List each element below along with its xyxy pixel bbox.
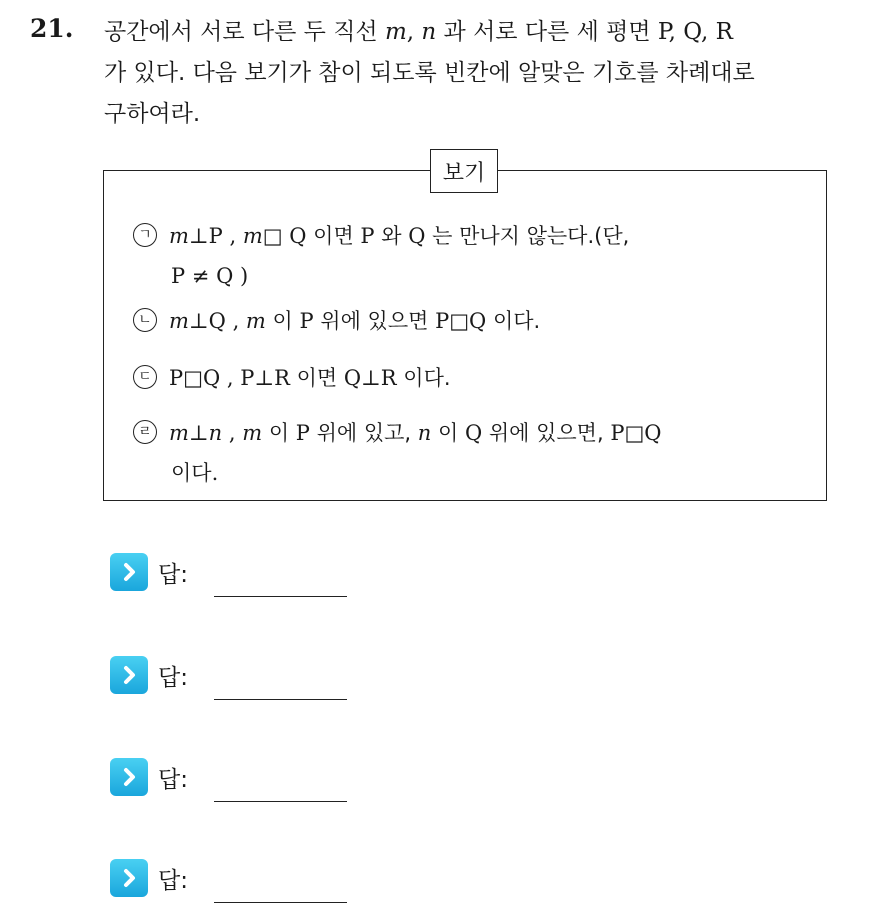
item-text-segment: ⊥Q ,	[188, 309, 246, 333]
item-text-segment: 위에 있고,	[316, 421, 418, 445]
item-text-segment: 위에 있으면	[320, 309, 436, 333]
item-text-segment: 이면	[296, 366, 344, 390]
item-text-segment: 이면	[313, 224, 361, 248]
item-text-segment: 이	[262, 421, 296, 445]
item-text-segment: m	[242, 224, 263, 248]
item-text-segment: m	[169, 421, 189, 445]
question-text-segment: 공간에서 서로 다른 두 직선	[104, 19, 385, 45]
plane-names: P, Q, R	[657, 19, 733, 45]
question-text	[104, 12, 864, 135]
answer-label: 답:	[158, 561, 188, 588]
item-text-segment: Q⊥R	[343, 366, 404, 390]
comma: ,	[406, 19, 422, 45]
item-text-segment: □ Q	[262, 224, 314, 248]
question-text-segment: 과 서로 다른 세 평면	[436, 19, 658, 45]
answer-blank[interactable]	[214, 596, 347, 597]
question-line-2: 가 있다. 다음 보기가 참이 되도록 빈칸에 알맞은 기호를 차례대로	[104, 60, 755, 86]
chevron-right-icon	[110, 553, 148, 591]
item-text-segment: Q	[464, 421, 489, 445]
item-marker: ㄴ	[133, 308, 157, 332]
answer-row	[110, 655, 188, 695]
variable-n: n	[421, 19, 437, 45]
item-text-segment: ⊥	[188, 421, 209, 445]
item-text-segment: 이	[431, 421, 465, 445]
question-number: 21.	[30, 14, 74, 43]
item-text-segment: 이다.	[403, 366, 451, 390]
item-text-segment: P	[299, 309, 321, 333]
item-text-segment: 는 만나지 않는다.(단,	[432, 224, 630, 248]
item-text-segment: P	[295, 421, 317, 445]
answer-blank[interactable]	[214, 801, 347, 802]
question-line-1	[104, 12, 864, 53]
answer-label: 답:	[158, 867, 188, 894]
item-marker: ㄱ	[133, 223, 157, 247]
example-item	[133, 413, 662, 493]
example-item	[133, 301, 540, 341]
item-text-segment: 이	[265, 309, 300, 333]
chevron-right-icon	[110, 758, 148, 796]
example-item	[133, 358, 451, 398]
item-marker: ㄹ	[133, 420, 157, 444]
item-text-segment: m	[169, 224, 189, 248]
item-text-segment: 위에 있으면,	[488, 421, 611, 445]
item-text-segment: ⊥P ,	[188, 224, 243, 248]
item-text-segment: n	[208, 421, 223, 445]
item-text-segment: m	[242, 421, 263, 445]
item-text-segment: 이다.	[492, 309, 541, 333]
item-text-segment: P	[360, 224, 382, 248]
item-text-segment: m	[169, 309, 189, 333]
chevron-right-icon	[110, 859, 148, 897]
item-continuation: P ≠ Q )	[171, 264, 249, 288]
example-item	[133, 216, 629, 296]
item-marker: ㄷ	[133, 365, 157, 389]
example-box-title: 보기	[430, 149, 498, 193]
answer-row	[110, 757, 188, 797]
item-continuation: 이다.	[171, 461, 219, 485]
item-text-segment: n	[417, 421, 432, 445]
answer-row	[110, 552, 188, 592]
answer-label: 답:	[158, 766, 188, 793]
item-text-segment: P□Q , P⊥R	[169, 366, 297, 390]
item-text-segment: m	[245, 309, 266, 333]
item-text-segment: P□Q	[435, 309, 493, 333]
answer-blank[interactable]	[214, 699, 347, 700]
answer-row	[110, 858, 188, 898]
item-text-segment: P□Q	[610, 421, 662, 445]
chevron-right-icon	[110, 656, 148, 694]
item-text-segment: 와	[381, 224, 409, 248]
item-text-segment: ,	[222, 421, 243, 445]
question-line-3: 구하여라.	[104, 101, 201, 127]
answer-label: 답:	[158, 664, 188, 691]
variable-m: m	[384, 19, 407, 45]
item-text-segment: Q	[408, 224, 433, 248]
